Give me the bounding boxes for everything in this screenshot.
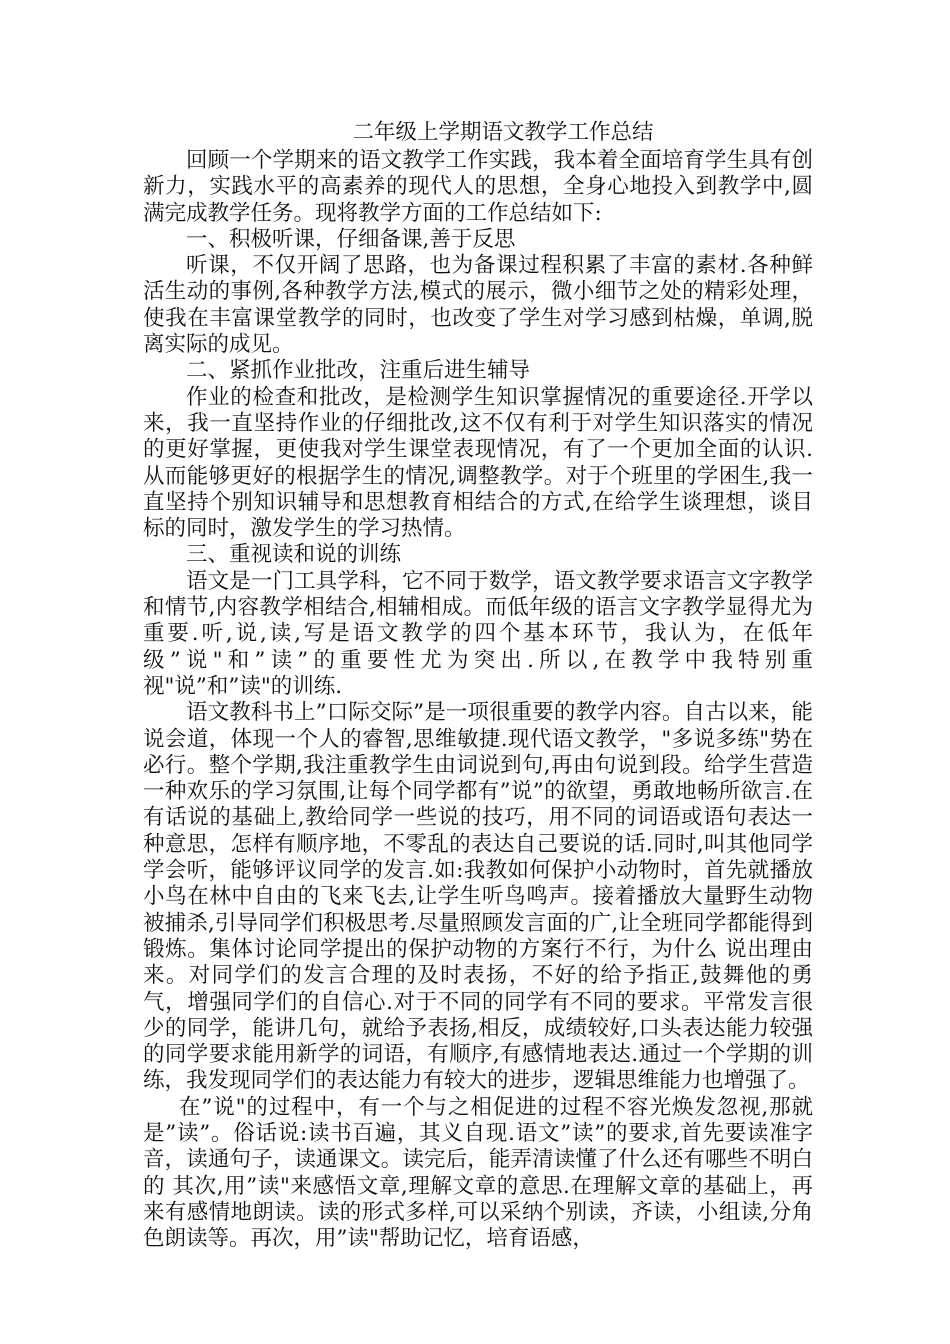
paragraph: 语文是一门工具学科，它不同于数学，语文教学要求语言文字教学和情节,内容教学相结合,相辅相成。而低年级的语言文字教学显得尤为重要.听,说,读,写是语文教学的四个基本环节，我认为，在低年级”说"和”读”的重要性尤为突出.所以,在教学中我特别重视"说”和”读"的训练. [143,568,813,699]
document-body [143,118,813,1252]
paragraph: 语文教科书上”口际交际”是一项很重要的教学内容。自古以来，能说会道，体现一个人的睿智,思维敏捷.现代语文教学，"多说多练"势在必行。整个学期,我注重教学生由词说到句,再由句说到段。给学生营造一种欢乐的学习氛围,让每个同学都有”说”的欲望，勇敢地畅所欲言.在有话说的基础上,教给同学一些说的技巧，用不同的词语或语句表达一种意思，怎样有顺序地，不零乱的表达自己要说的话.同时,叫其他同学学会听，能够评议同学的发言.如:我教如何保护小动物时，首先就播放小鸟在林中自由的飞来飞去,让学生听鸟鸣声。接着播放大量野生动物被捕杀,引导同学们积极思考.尽量照顾发言面的广,让全班同学都能得到锻炼。集体讨论同学提出的保护动物的方案行不行，为什么 说出理由来。对同学们的发言合理的及时表扬，不好的给予指正,鼓舞他的勇气，增强同学们的自信心.对于不同的同学有不同的要求。平常发言很少的同学，能讲几句，就给予表扬,相反，成绩较好,口头表达能力较强的同学要求能用新学的词语，有顺序,有感情地表达.通过一个学期的训练，我发现同学们的表达能力有较大的进步，逻辑思维能力也增强了。 [143,700,813,1094]
paragraph: 作业的检查和批改，是检测学生知识掌握情况的重要途径.开学以来，我一直坚持作业的仔细批改,这不仅有利于对学生知识落实的情况的更好掌握，更使我对学生课堂表现情况，有了一个更加全面的认识.从而能够更好的根据学生的情况,调整教学。对于个班里的学困生,我一直坚持个别知识辅导和思想教育相结合的方式,在给学生谈理想，谈目标的同时，激发学生的学习热情。 [143,384,813,542]
document-blocks [143,148,813,1252]
section-heading: 三、重视读和说的训练 [186,542,402,568]
section-heading: 一、积极听课，仔细备课,善于反思 [186,226,516,252]
document-title: 二年级上学期语文教学工作总结 [352,120,654,145]
paragraph: 回顾一个学期来的语文教学工作实践，我本着全面培育学生具有创新力，实践水平的高素养的现代人的思想，全身心地投入到教学中,圆满完成教学任务。现将教学方面的工作总结如下: [143,148,813,226]
paragraph: 在”说"的过程中，有一个与之相促进的过程不容光焕发忽视,那就是”读”。俗话说:读书百遍，其义自现.语文”读”的要求,首先要读准字音，读通句子，读通课文。读完后，能弄清读懂了什么还有哪些不明白的 其次,用”读"来感悟文章,理解文章的意思.在理解文章的基础上，再来有感情地朗读。读的形式多样,可以采纳个别读，齐读，小组读,分角色朗读等。再次，用”读"帮助记忆，培育语感， [143,1094,813,1252]
paragraph: 听课，不仅开阔了思路，也为备课过程积累了丰富的素材.各种鲜活生动的事例,各种教学方法,模式的展示，微小细节之处的精彩处理，使我在丰富课堂教学的同时，也改变了学生对学习感到枯燥，单调,脱离实际的成见。 [143,253,813,358]
section-heading: 二、紧抓作业批改，注重后进生辅导 [186,358,531,384]
